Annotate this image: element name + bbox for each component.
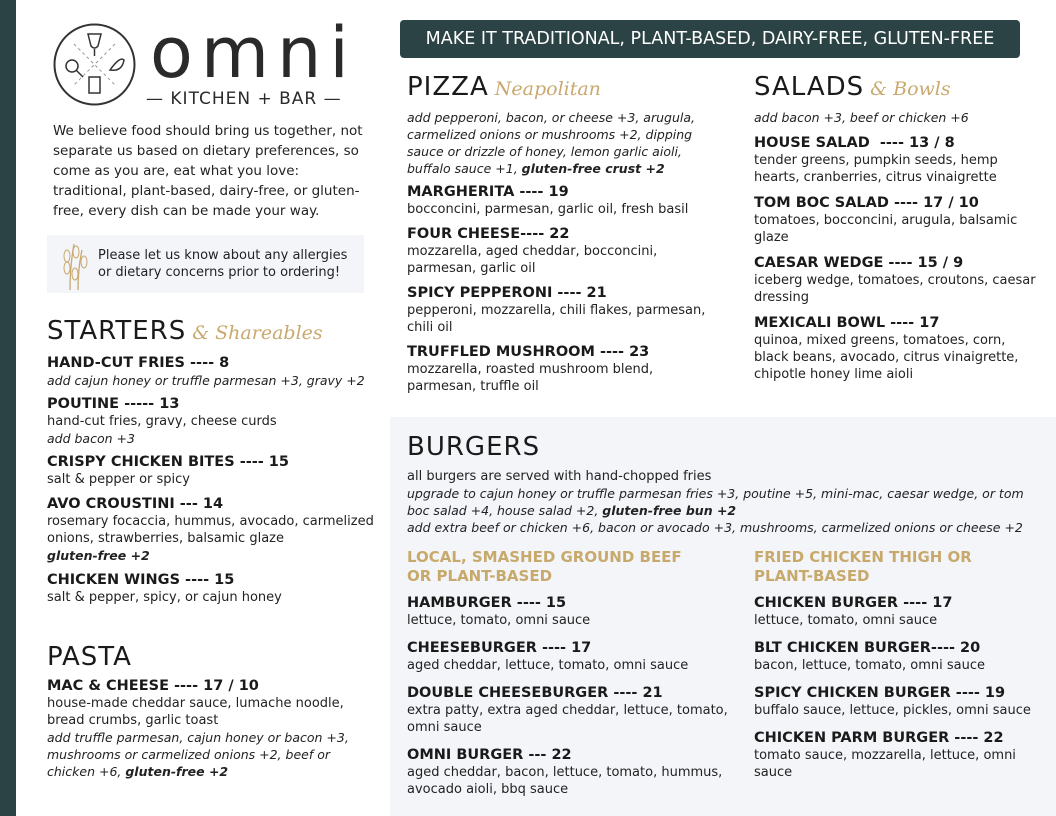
item-name: CAESAR WEDGE ---- 15 / 9: [754, 255, 964, 271]
salads-title-text: SALADS: [754, 72, 865, 102]
menu-item: [754, 134, 1044, 186]
item-name: AVO CROUSTINI --- 14: [47, 496, 224, 512]
item-note: add bacon +3: [47, 431, 135, 446]
salads-script: & Bowls: [870, 78, 951, 100]
burgers-upgrade-note: [407, 485, 1047, 519]
item-name: CRISPY CHICKEN BITES ---- 15: [47, 454, 289, 470]
item-name: SPICY CHICKEN BURGER ---- 19: [754, 685, 1006, 701]
pizza-note-text: add pepperoni, bacon, or cheese +3, arugula, carmelized onions or mushrooms +2, dipping sauce or drizzle of honey, lemon garlic aioli, buffalo sauce +1,: [407, 110, 695, 176]
menu-item: [47, 571, 377, 606]
pasta-list: [47, 677, 377, 780]
menu-item: [407, 639, 737, 674]
chicken-heading: FRIED CHICKEN THIGH OR PLANT-BASED: [754, 548, 972, 585]
item-name: MARGHERITA ---- 19: [407, 184, 569, 200]
item-desc: bocconcini, parmesan, garlic oil, fresh basil: [407, 202, 689, 217]
burgers-notes: [407, 468, 1047, 536]
menu-item: [47, 453, 377, 488]
left-accent-bar: [0, 0, 16, 816]
menu-item: [754, 254, 1044, 306]
menu-item: [407, 684, 737, 736]
pizza-note: [407, 109, 707, 177]
menu-item: [407, 594, 737, 629]
intro-text: We believe food should bring us together, not separate us based on dietary preferences, so come as you are, eat what you love: traditional, plant-based, dairy-free, or gluten-free, every dish can be made your way.: [53, 123, 363, 219]
item-desc: tomato sauce, mozzarella, lettuce, omni sauce: [754, 748, 1016, 780]
item-desc: aged cheddar, bacon, lettuce, tomato, hummus, avocado aioli, bbq sauce: [407, 765, 723, 797]
menu-item: [407, 183, 707, 218]
item-desc: salt & pepper or spicy: [47, 472, 190, 487]
pizza-title-text: PIZZA: [407, 72, 489, 102]
menu-item: [754, 314, 1044, 383]
menu-item: [407, 343, 707, 395]
menu-item: [47, 495, 377, 564]
item-note: [47, 729, 377, 780]
item-name: BLT CHICKEN BURGER---- 20: [754, 640, 981, 656]
item-name: CHEESEBURGER ---- 17: [407, 640, 592, 656]
item-name: SPICY PEPPERONI ---- 21: [407, 285, 607, 301]
item-desc: aged cheddar, lettuce, tomato, omni sauce: [407, 658, 689, 673]
item-desc: house-made cheddar sauce, lumache noodle, bread crumbs, garlic toast: [47, 696, 344, 728]
item-name: MEXICALI BOWL ---- 17: [754, 315, 940, 331]
item-note: gluten-free +2: [47, 548, 150, 563]
item-name: DOUBLE CHEESEBURGER ---- 21: [407, 685, 663, 701]
item-name: TRUFFLED MUSHROOM ---- 23: [407, 344, 650, 360]
item-desc: lettuce, tomato, omni sauce: [407, 613, 591, 628]
item-name: FOUR CHEESE---- 22: [407, 226, 570, 242]
menu-item: [754, 594, 1044, 629]
item-name: HAMBURGER ---- 15: [407, 595, 567, 611]
menu-item: [47, 395, 377, 447]
logo-emblem: [52, 22, 137, 107]
item-name: CHICKEN WINGS ---- 15: [47, 572, 235, 588]
item-name: MAC & CHEESE ---- 17 / 10: [47, 678, 259, 694]
burgers-title: BURGERS: [407, 432, 541, 462]
pasta-title: PASTA: [47, 642, 132, 672]
pizza-note-bold: gluten-free crust +2: [521, 161, 665, 176]
item-desc: tender greens, pumpkin seeds, hemp hearts, cranberries, citrus vinaigrette: [754, 153, 998, 185]
menu-item: [754, 684, 1044, 719]
item-note-bold: gluten-free +2: [125, 764, 229, 779]
item-name: HOUSE SALAD ---- 13 / 8: [754, 135, 955, 151]
item-desc: hand-cut fries, gravy, cheese curds: [47, 414, 277, 429]
brand-tagline: — KITCHEN + BAR —: [146, 89, 342, 109]
salads-title: [754, 72, 951, 104]
item-name: OMNI BURGER --- 22: [407, 747, 572, 763]
item-desc: rosemary focaccia, hummus, avocado, carmelized onions, strawberries, balsamic glaze: [47, 514, 374, 546]
dietary-banner: MAKE IT TRADITIONAL, PLANT-BASED, DAIRY-FREE, GLUTEN-FREE: [400, 20, 1020, 58]
item-note-text: add truffle parmesan, cajun honey or bacon +3, mushrooms or carmelized onions +2, beef or chicken +6,: [47, 730, 349, 779]
item-desc: quinoa, mixed greens, tomatoes, corn, black beans, avocado, citrus vinaigrette, chipotle honey lime aioli: [754, 333, 1019, 382]
starters-script: & Shareables: [192, 322, 323, 344]
starters-title: [47, 316, 323, 348]
item-name: CHICKEN PARM BURGER ---- 22: [754, 730, 1004, 746]
item-name: CHICKEN BURGER ---- 17: [754, 595, 953, 611]
brand-name: omni: [150, 12, 357, 94]
burgers-upgrade-bold: gluten-free bun +2: [602, 503, 737, 518]
salads-note: add bacon +3, beef or chicken +6: [754, 110, 969, 125]
item-desc: mozzarella, aged cheddar, bocconcini, parmesan, garlic oil: [407, 244, 658, 276]
burgers-add-note: add extra beef or chicken +6, bacon or avocado +3, mushrooms, carmelized onions or cheese +2: [407, 520, 1023, 535]
item-desc: lettuce, tomato, omni sauce: [754, 613, 938, 628]
item-desc: bacon, lettuce, tomato, omni sauce: [754, 658, 985, 673]
item-name: HAND-CUT FRIES ---- 8: [47, 355, 230, 371]
item-name: TOM BOC SALAD ---- 17 / 10: [754, 195, 979, 211]
menu-item: [754, 639, 1044, 674]
menu-item: [407, 746, 737, 798]
pizza-list: [407, 109, 707, 395]
item-name: POUTINE ----- 13: [47, 396, 180, 412]
item-desc: pepperoni, mozzarella, chili flakes, parmesan, chili oil: [407, 303, 706, 335]
salads-list: [754, 109, 1044, 383]
wheat-icon: [56, 236, 90, 292]
burgers-upgrade-text: upgrade to cajun honey or truffle parmesan fries +3, poutine +5, mini-mac, caesar wedge, or tom boc salad +4, house salad +2,: [407, 486, 1024, 518]
starters-title-text: STARTERS: [47, 316, 187, 346]
item-desc: iceberg wedge, tomatoes, croutons, caesar dressing: [754, 273, 1036, 305]
item-desc: tomatoes, bocconcini, arugula, balsamic glaze: [754, 213, 1018, 245]
pizza-title: [407, 72, 601, 104]
beef-burgers-list: [407, 594, 737, 798]
item-note: add cajun honey or truffle parmesan +3, gravy +2: [47, 373, 365, 388]
pizza-script: Neapolitan: [494, 78, 601, 100]
starters-list: [47, 354, 377, 606]
beef-heading: LOCAL, SMASHED GROUND BEEF OR PLANT-BASED: [407, 548, 682, 585]
chicken-burgers-list: [754, 594, 1044, 781]
item-desc: mozzarella, roasted mushroom blend, parmesan, truffle oil: [407, 362, 654, 394]
item-desc: buffalo sauce, lettuce, pickles, omni sauce: [754, 703, 1031, 718]
menu-item: [407, 225, 707, 277]
burgers-intro: all burgers are served with hand-chopped fries: [407, 469, 712, 484]
item-desc: extra patty, extra aged cheddar, lettuce, tomato, omni sauce: [407, 703, 728, 735]
menu-item: [47, 354, 377, 389]
menu-item: [754, 194, 1044, 246]
menu-item: [407, 284, 707, 336]
menu-item: [47, 677, 377, 780]
menu-item: [754, 729, 1044, 781]
allergy-text: Please let us know about any allergies or dietary concerns prior to ordering!: [98, 248, 348, 280]
item-desc: salt & pepper, spicy, or cajun honey: [47, 590, 282, 605]
